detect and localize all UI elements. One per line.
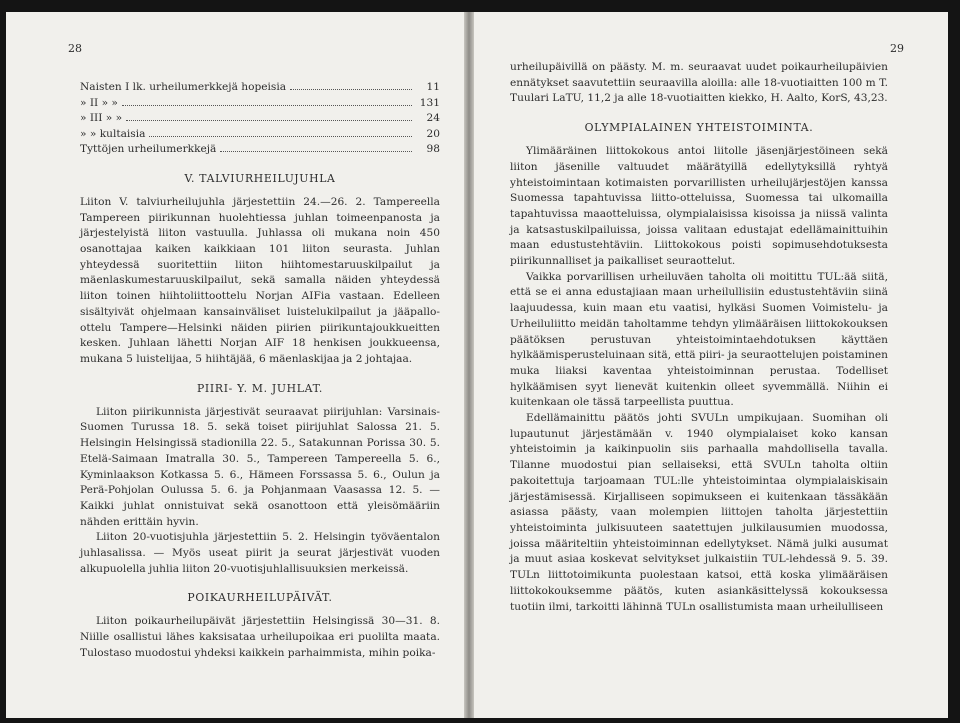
list-item [80,96,440,112]
leader-dots [149,136,412,137]
leader-dots [122,105,412,106]
list-item [80,142,440,158]
paragraph: urheilupäivillä on päästy. M. m. seuraavat uudet poikaurheilupäivien ennätykset saavutettiin seuraavilla aloilla: alle 18-vuotiaitten 100 m T. Tuulari LaTU, 11,2 ja alle 18-vuotiaitten kiekko, H. Aalto, KorS, 43,23. [510,61,888,105]
list-item-count: 11 [426,81,440,93]
book-gutter [464,12,474,718]
section-heading: OLYMPIALAINEN YHTEISTOIMINTA. [584,121,814,135]
leader-dots [126,120,412,121]
paragraph: Liiton piirikunnista järjestivät seuraavat piirijuhlan: Varsinais-Suomen Turussa 18. 5. sekä toiset piirijuhlat Salossa 21. 5. Helsingin Helsingissä stadionilla 22. 5., Satakunnan Porissa 30. 5. Etelä-Saimaan Imatralla 30. 5., Tampereen Tampereella 5. 6., Kyminlaakson Kotkassa 5. 6., Hämeen Forssassa 5. 6., Oulun ja Perä-Pohjolan Oulussa 5. 6. ja Pohjanmaan Vaasassa 12. 5. — Kaikki juhlat onnistuivat sekä osanottoon että yleisömääriin nähden erittäin hyvin. [80,405,440,528]
list-item-label: » II » » [80,96,118,109]
section-heading: POIKAURHEILUPÄIVÄT. [187,591,333,605]
list-item-label: » » kultaisia [80,127,146,140]
list-item-label: » III » » [80,112,123,125]
right-page-number: 29 [890,42,904,55]
list-item-label: Tyttöjen urheilumerkkejä [80,143,217,156]
list-item [80,127,440,143]
right-page [474,12,948,718]
list-item-count: 20 [426,127,440,140]
section-heading: V. TALVIURHEILUJUHLA [184,171,336,185]
list-item [80,80,440,96]
list-item-count: 24 [426,112,440,125]
medal-count-list [80,80,440,158]
leader-dots [220,151,412,152]
left-page-number: 28 [68,42,82,55]
paragraph: Vaikka porvarillisen urheiluväen taholta oli moitittu TUL:ää siitä, että se ei anna edustajiaan maan urheilullisiin edustustehtäviin siinä laajuudessa, kuin maan etu vaatisi, hylkäsi Suomen Voimistelu- ja Urheiluliitto meidän taholtamme tehdyn ylimääräisen liittokokouksen päätöksen perustuvan yhteistoimintaehdotuksen käyttäen hylkäämisperusteluinaan sitä, että piiri- ja seuraottelujen poistaminen muka liiaksi kaventaa yhteistoiminnan perustaa. Todelliset hylkäämisen syyt lienevät kuitenkin olleet syvemmällä. Niihin ei kuitenkaan ole tässä tarpeellista puuttua. [510,270,888,409]
list-item-count: 98 [426,143,440,156]
paragraph: Liiton V. talviurheilujuhla järjestettiin 24.—26. 2. Tampereella Tampereen piirikunnan huolehtiessa juhlan toimeenpanosta ja järjestelyistä liiton vastuulla. Juhlassa oli mukana noin 450 osanottajaa kaiken kaikkiaan 101 liiton seurasta. Juhlan yhteydessä suoritettiin liiton hiihtomestaruuskilpailut ja mäenlaskumestaruuskilpailut, sekä samalla näiden yhteydessä liiton toinen hiihtoliittoottelu Norjan AIFia vastaan. Edelleen sisältyivät ohjelmaan kansainväliset luistelukilpailut ja jääpallo-ottelu Tampere—Helsinki näiden piirien piirikuntajoukkueitten kesken. Juhlaan lähetti Norjan AIF 18 henkisen joukkueensa, mukana 5 luistelijaa, 5 hiihtäjää, 6 mäenlaskijaa ja 2 johtajaa. [80,195,440,365]
list-item-count: 131 [419,96,440,109]
leader-dots [290,89,412,90]
list-item [80,111,440,127]
list-item-label: Naisten I lk. urheilumerkkejä hopeisia [80,81,287,93]
section-heading: PIIRI- Y. M. JUHLAT. [196,381,324,395]
paragraph: Edellämainittu päätös johti SVULn umpikujaan. Suomihan oli lupautunut järjestämään v. 1940 olympialaiset koko kansan yhteistoimin ja kaikinpuolin siis parhaalla mahdollisella tavalla. Tilanne muodostui pian sellaiseksi, että SVULn taholta oltiin pakoitettuja tarjoamaan TUL:lle yhteistoimintaa olympialaiskisain järjestämisessä. Kirjalliseen sopimukseen ei kuitenkaan tässäkään asiassa päästy, vaan molempien liittojen taholta järjestettiin yhteistoiminta julkisuuteen saatettujen julkilausumien muodossa, joissa määriteltiin yhteistoiminnan edellytykset. Nämä julki ausumat ja muut asiaa koskevat selvitykset julkaistiin TUL-lehdessä 9. 5. 39. TULn liittotoimikunta puolestaan katsoi, että koska ylimääräisen liittokokouksemme päätös, kuten asiankäsittelyssä kokouksessa tuotiin ilmi, tarkoitti lähinnä TULn osallistumista maan urheilulliseen [510,412,888,613]
left-page [6,12,464,718]
paragraph: Ylimääräinen liittokokous antoi liitolle jäsenjärjestöineen sekä liiton jäsenille valtuudet määrätyillä edellytyksillä ryhtyä yhteistoimintaan kotimaisten porvarillisten urheilujärjestöjen kanssa Suomessa tapahtuvissa liitto-otteluissa, Suomessa tai ulkomailla tapahtuvissa maaotteluissa, olympialaisissa kisoissa ja niissä valinta ja katsastuskilpailuissa, joissa valitaan edustajat edellämainittuihin maan edustustehtäviin. Liittokokous poisti sopimusehdotuksesta piirikunnalliset ja paikalliset seuraottelut. [510,145,888,268]
paragraph: Liiton 20-vuotisjuhla järjestettiin 5. 2. Helsingin työväentalon juhlasalissa. — Myös useat piirit ja seurat järjestivät vuoden alkupuolella juhlia liiton 20-vuotisjuhlallisuuksien merkeissä. [80,531,440,575]
paragraph: Liiton poikaurheilupäivät järjestettiin Helsingissä 30—31. 8. Niille osallistui lähes kaksisataa urheilupoikaa eri puolilta maata. Tulostaso muodostui yhdeksi kaikkein parhaimmista, mihin poika- [80,615,440,659]
